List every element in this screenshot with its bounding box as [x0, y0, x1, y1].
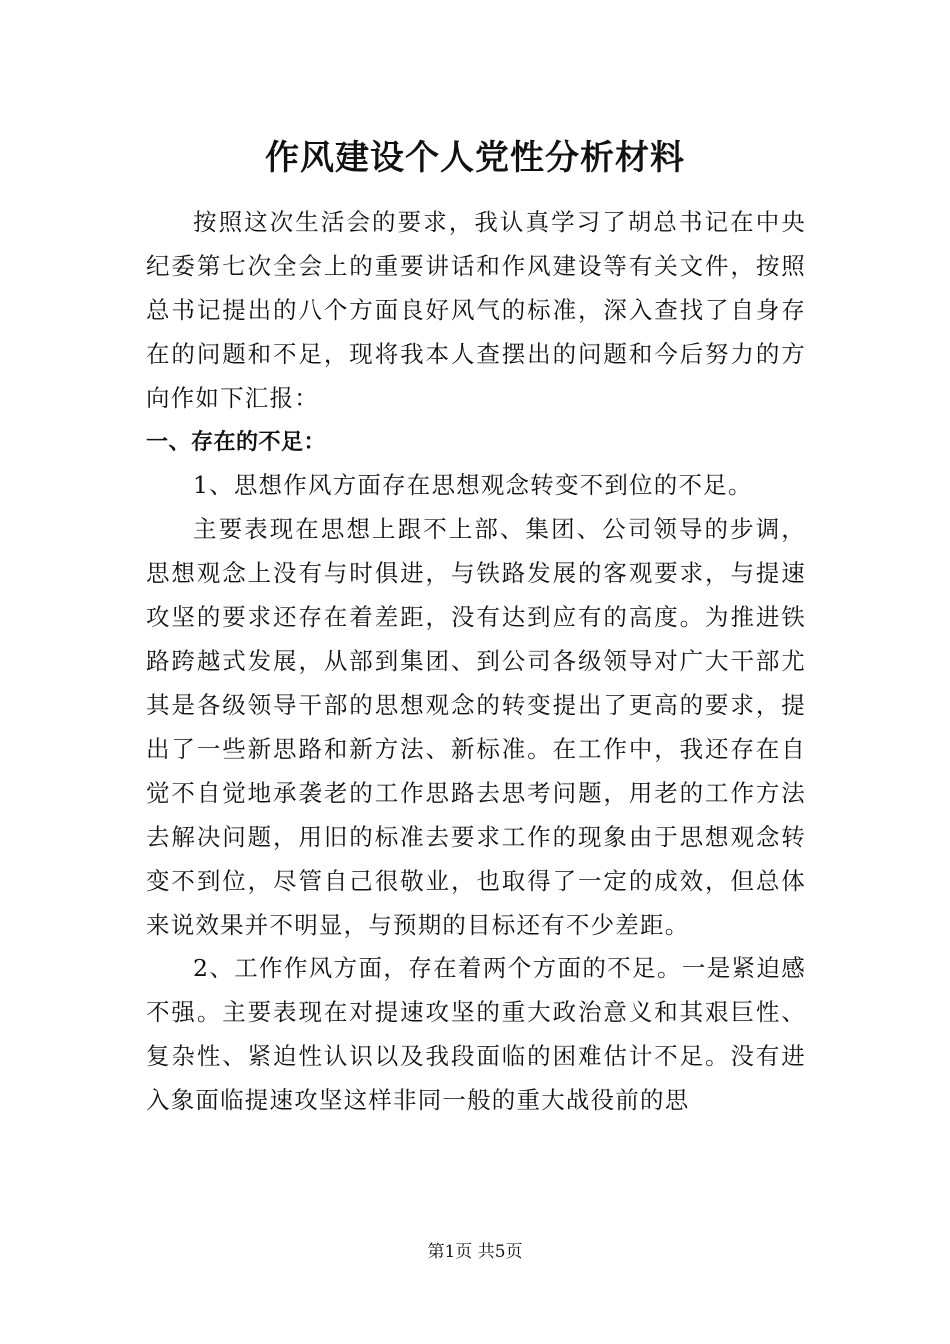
intro-paragraph: 按照这次生活会的要求，我认真学习了胡总书记在中央纪委第七次全会上的重要讲话和作风建设等有关文件，按照总书记提出的八个方面良好风气的标准，深入查找了自身存在的问题和不足，现将我本人查摆出的问题和今后努力的方向作如下汇报： [146, 208, 806, 412]
document-body [146, 201, 806, 1123]
item2-body-paragraph: 2、工作作风方面，存在着两个方面的不足。一是紧迫感不强。主要表现在对提速攻坚的重大政治意义和其艰巨性、复杂性、紧迫性认识以及我段面临的困难估计不足。没有进入象面临提速攻坚这样非同一般的重大战役前的思 [146, 954, 806, 1115]
item1-body-paragraph: 主要表现在思想上跟不上部、集团、公司领导的步调，思想观念上没有与时俱进，与铁路发展的客观要求，与提速攻坚的要求还存在着差距，没有达到应有的高度。为推进铁路跨越式发展，从部到集团、到公司各级领导对广大干部尤其是各级领导干部的思想观念的转变提出了更高的要求，提出了一些新思路和新方法、新标准。在工作中，我还存在自觉不自觉地承袭老的工作思路去思考问题，用老的工作方法去解决问题，用旧的标准去要求工作的现象由于思想观念转变不到位，尽管自己很敬业，也取得了一定的成效，但总体来说效果并不明显，与预期的目标还有不少差距。 [146, 515, 806, 939]
item1-title-paragraph: 1、思想作风方面存在思想观念转变不到位的不足。 [193, 471, 753, 500]
section-heading-shortcomings: 一、存在的不足： [146, 429, 327, 455]
document-title: 作风建设个人党性分析材料 [265, 138, 685, 178]
page-footer: 第1页 共5页 [427, 1242, 523, 1262]
